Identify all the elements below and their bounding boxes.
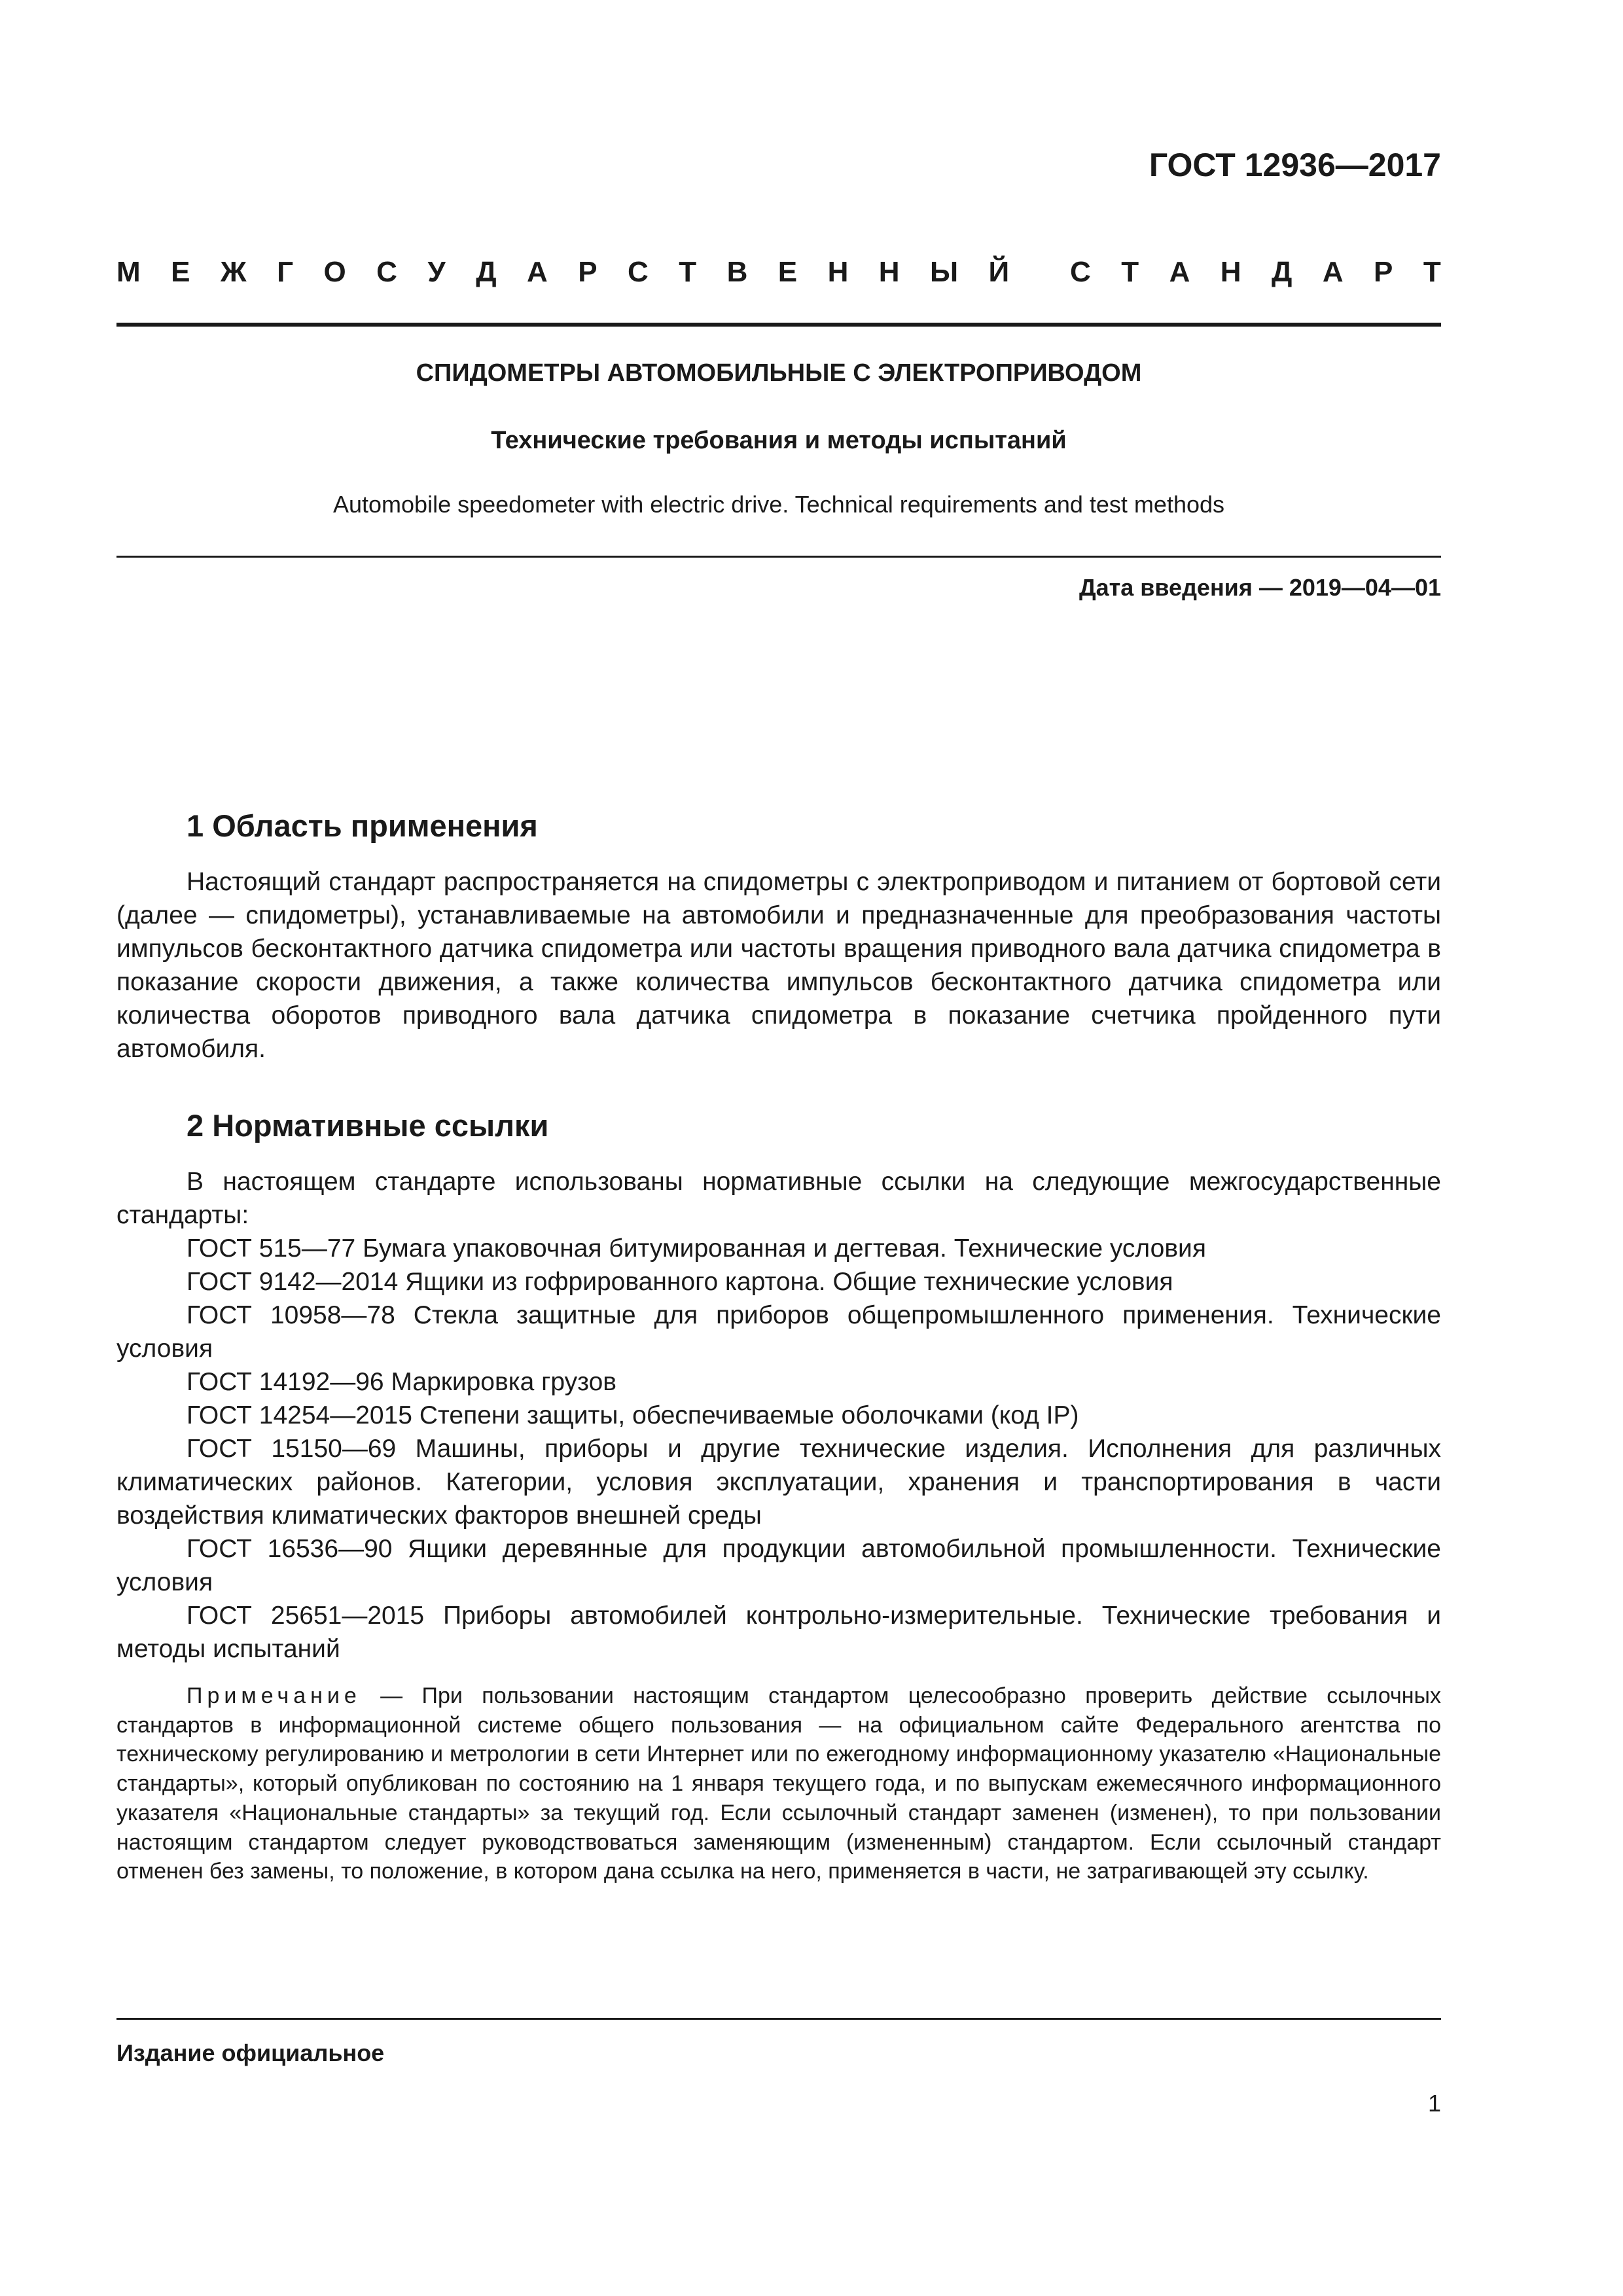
category-letter: С: [628, 256, 649, 288]
section-heading-scope: 1 Область применения: [187, 808, 538, 843]
category-letter: С: [1070, 256, 1091, 288]
category-letter: Д: [1272, 256, 1293, 288]
category-letter: Д: [476, 256, 497, 288]
category-letter: Й: [988, 256, 1010, 288]
normative-refs-intro: В настоящем стандарте использованы нормативные ссылки на следующие межгосударственные стандарты:: [116, 1168, 1441, 1229]
category-letter: Е: [777, 256, 798, 288]
category-letter: А: [1322, 256, 1344, 288]
note-label: Примечание: [187, 1683, 361, 1708]
category-letter: Ы: [930, 256, 959, 288]
reference-item: ГОСТ 14254—2015 Степени защиты, обеспечиваемые оболочками (код IP): [187, 1401, 1079, 1429]
category-letter: Р: [1374, 256, 1393, 288]
category-letter: Н: [827, 256, 849, 288]
category-letter: В: [726, 256, 748, 288]
note-text: — При пользовании настоящим стандартом целесообразно проверить действие ссылочных стандартов в информационной системе общего пользования — на официальном сайте Федерального агентства по техническому регулированию и метрологии в сети Интернет или по ежегодному информационному указателю «Национальные стандарты», который опубликован по состоянию на 1 января текущего года, и по выпускам ежемесячного информационного указателя «Национальные стандарты» за текущий год. Если ссылочный стандарт заменен (изменен), то при пользовании настоящим стандартом следует руководствоваться заменяющим (измененным) стандартом. Если ссылочный стандарт отменен без замены, то положение, в котором дана ссылка на него, применяется в части, не затрагивающей эту ссылку.: [116, 1683, 1441, 1884]
normative-refs-list: [116, 1232, 1441, 1666]
reference-item: ГОСТ 10958—78 Стекла защитные для приборов общепромышленного применения. Технические условия: [116, 1301, 1441, 1363]
reference-item: ГОСТ 16536—90 Ящики деревянные для продукции автомобильной промышленности. Технические условия: [116, 1535, 1441, 1596]
official-edition-label: Издание официальное: [116, 2039, 385, 2066]
reference-item: ГОСТ 14192—96 Маркировка грузов: [187, 1368, 616, 1396]
footer-divider: [116, 2018, 1441, 2020]
category-letter: А: [527, 256, 548, 288]
page-number: 1: [1427, 2090, 1441, 2117]
document-code: ГОСТ 12936—2017: [1149, 147, 1441, 183]
category-letter: Е: [171, 256, 190, 288]
scope-paragraph: Настоящий стандарт распространяется на спидометры с электроприводом и питанием от бортовой сети (далее — спидометры), устанавливаемые на автомобили и предназначенные для преобразования частоты импульсов бесконтактного датчика спидометра или частоты вращения приводного вала датчика спидометра в показание скорости движения, а также количества импульсов бесконтактного датчика спидометра или количества оборотов приводного вала датчика спидометра в показание счетчика пройденного пути автомобиля.: [116, 868, 1441, 1063]
category-letter: Н: [1220, 256, 1241, 288]
reference-item: ГОСТ 25651—2015 Приборы автомобилей контрольно-измерительные. Технические требования и методы испытаний: [116, 1602, 1441, 1663]
category-letter: Т: [679, 256, 697, 288]
document-category: [116, 254, 1441, 291]
introduction-date: Дата введения — 2019—04—01: [1079, 574, 1441, 601]
title-divider: [116, 556, 1441, 558]
category-letter: А: [1169, 256, 1190, 288]
reference-item: ГОСТ 9142—2014 Ящики из гофрированного картона. Общие технические условия: [187, 1268, 1173, 1296]
category-letter: М: [116, 256, 141, 288]
reference-item: ГОСТ 15150—69 Машины, приборы и другие технические изделия. Исполнения для различных климатических районов. Категории, условия эксплуатации, хранения и транспортирования в части воздействия климатических факторов внешней среды: [116, 1435, 1441, 1530]
category-letter: Н: [878, 256, 900, 288]
reference-item: ГОСТ 515—77 Бумага упаковочная битумированная и дегтевая. Технические условия: [187, 1234, 1206, 1263]
section-heading-normative-refs: 2 Нормативные ссылки: [187, 1108, 549, 1143]
category-letter: Ж: [220, 256, 247, 288]
category-letter: О: [323, 256, 346, 288]
category-letter: Т: [1423, 256, 1441, 288]
category-letter: С: [376, 256, 397, 288]
document-title: СПИДОМЕТРЫ АВТОМОБИЛЬНЫЕ С ЭЛЕКТРОПРИВОДОМ: [416, 359, 1142, 387]
note-paragraph: [116, 1681, 1441, 1886]
category-letter: Г: [277, 256, 294, 288]
category-letter: Т: [1121, 256, 1139, 288]
header-divider: [116, 323, 1441, 327]
category-letter: У: [427, 256, 446, 288]
document-subtitle: Технические требования и методы испытаний: [491, 427, 1067, 454]
document-title-english: Automobile speedometer with electric drive. Technical requirements and test methods: [332, 491, 1225, 518]
category-letter: Р: [578, 256, 597, 288]
